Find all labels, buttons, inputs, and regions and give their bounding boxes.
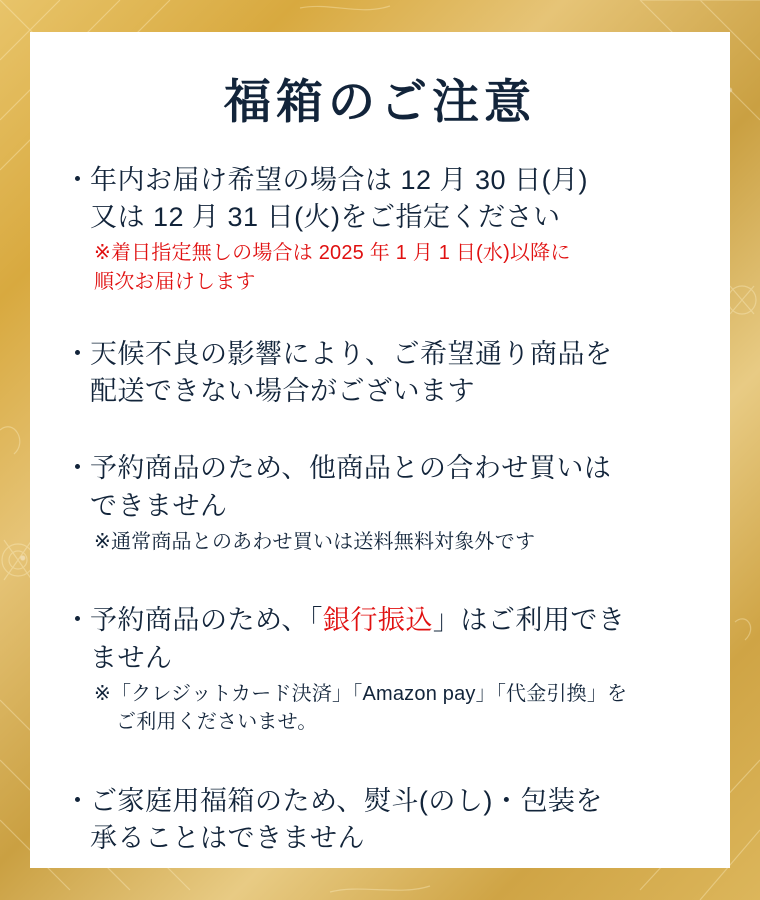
note-line: 天候不良の影響により、ご希望通り商品を (90, 338, 613, 369)
notice-list (64, 162, 696, 857)
note-line: できません (90, 490, 228, 521)
note-line-suffix: 」はご利用でき (432, 605, 626, 636)
note-subtext (94, 239, 696, 296)
note-line: ご家庭用福箱のため、熨斗(のし)・包装を (90, 785, 603, 816)
note-line: 年内お届け希望の場合は 12 月 30 日(月) (90, 164, 589, 195)
note-line: 配送できない場合がございます (90, 376, 475, 407)
list-item (64, 602, 696, 736)
note-line-prefix: 予約商品のため、「 (90, 605, 323, 636)
notice-card (30, 32, 730, 868)
list-item (64, 450, 696, 556)
note-subline: ※通常商品とのあわせ買いは送料無料対象外です (94, 530, 536, 553)
note-subline: ※着日指定無しの場合は 2025 年 1 月 1 日(水)以降に (94, 242, 571, 265)
bank-transfer-highlight: 銀行振込 (322, 605, 433, 636)
page-title: 福箱のご注意 (224, 75, 536, 128)
note-subline: ご利用くださいませ。 (116, 711, 318, 734)
list-item (64, 336, 696, 411)
bullet-icon: ・ (64, 453, 92, 484)
list-item (64, 783, 696, 858)
note-subline: ※「クレジットカード決済」「Amazon pay」「代金引換」を (94, 682, 628, 705)
note-line: ません (90, 642, 173, 673)
list-item (64, 162, 696, 296)
note-subtext (94, 528, 696, 556)
bullet-icon: ・ (64, 338, 92, 369)
note-line: 承ることはできません (90, 822, 365, 853)
bullet-icon: ・ (64, 605, 92, 636)
note-line: 予約商品のため、他商品との合わせ買いは (90, 453, 612, 484)
bullet-icon: ・ (64, 785, 92, 816)
note-subline: 順次お届けします (94, 270, 256, 293)
note-line: 又は 12 月 31 日(火)をご指定ください (90, 201, 561, 232)
bullet-icon: ・ (64, 164, 92, 195)
note-subtext (94, 680, 696, 737)
